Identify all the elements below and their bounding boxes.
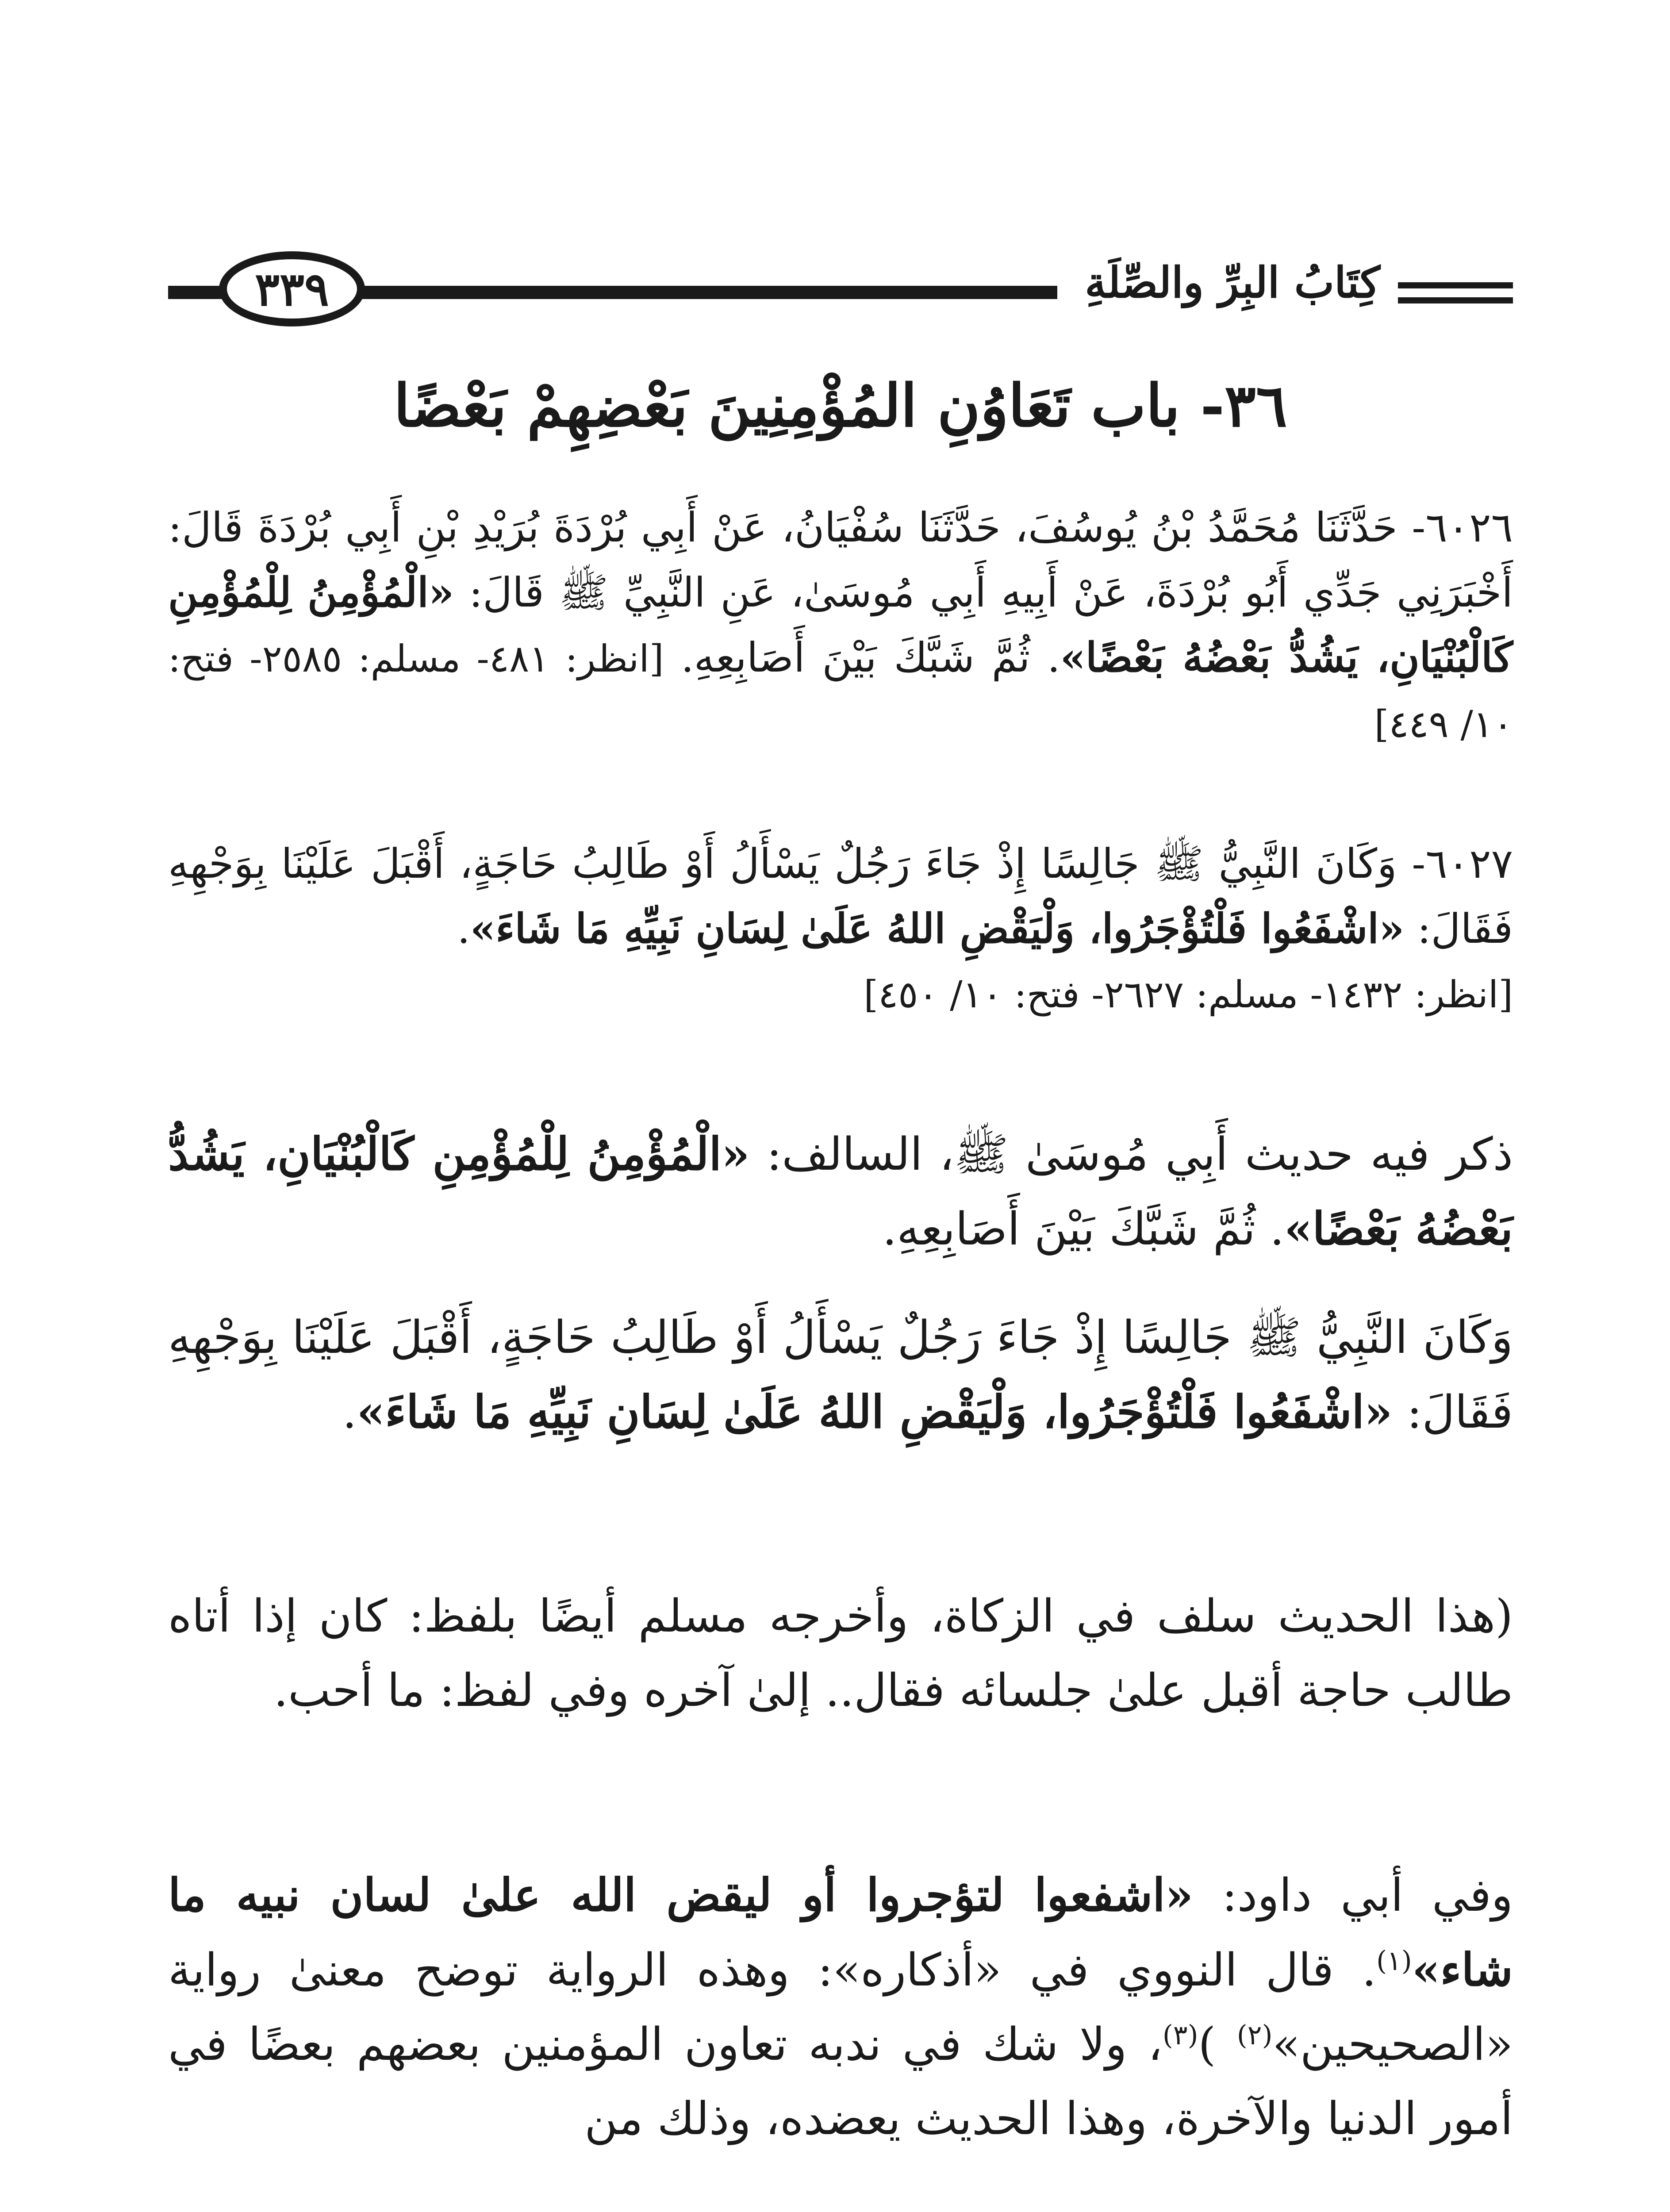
book-title: كِتَابُ البِرِّ والصِّلَةِ <box>1085 257 1380 307</box>
hadith-6027 <box>168 832 1513 1027</box>
commentary-1-quote: «الْمُؤْمِنُ لِلْمُؤْمِنِ كَالْبُنْيَانِ، يَشُدُّ بَعْضُهُ بَعْضًا» <box>168 1128 1513 1256</box>
hadith-6027-quote: «اشْفَعُوا فَلْتُؤْجَرُوا، وَلْيَقْضِ اللهُ عَلَىٰ لِسَانِ نَبِيِّهِ مَا شَاءَ» <box>470 905 1405 952</box>
commentary-1-tail: . ثُمَّ شَبَّكَ بَيْنَ أَصَابِعِهِ. <box>882 1203 1284 1256</box>
page-number: ٣٣٩ <box>255 261 329 316</box>
commentary-paragraph-4 <box>168 1858 1513 2156</box>
page-header <box>168 248 1513 336</box>
header-rule-right-top <box>1398 282 1513 288</box>
hadith-6026-quote: «الْمُؤْمِنُ لِلْمُؤْمِنِ كَالْبُنْيَانِ، يَشُدُّ بَعْضُهُ بَعْضًا» <box>168 568 1513 681</box>
hadith-6027-text: ٦٠٢٧- وَكَانَ النَّبِيُّ ﷺ جَالِسًا إِذْ جَاءَ رَجُلٌ يَسْأَلُ أَوْ طَالِبُ حَاجَةٍ، أَقْبَلَ عَلَيْنَا بِوَجْهِهِ فَقَالَ: <box>168 840 1513 952</box>
hadith-6026-reference: [انظر: ٤٨١- مسلم: ٢٥٨٥- فتح: ١٠/ ٤٤٩] <box>168 637 1513 746</box>
commentary-4-paren: ) <box>1198 2018 1237 2071</box>
footnote-marker-3: (٣) <box>1162 2020 1198 2051</box>
commentary-4-lead: وفي أبي داود: <box>1193 1869 1513 1922</box>
page-number-badge <box>219 251 365 326</box>
commentary-2-quote: «اشْفَعُوا فَلْتُؤْجَرُوا، وَلْيَقْضِ اللهُ عَلَىٰ لِسَانِ نَبِيِّهِ مَا شَاءَ» <box>357 1386 1393 1439</box>
hadith-6027-reference: [انظر: ١٤٣٢- مسلم: ٢٦٢٧- فتح: ١٠/ ٤٥٠] <box>864 973 1513 1016</box>
commentary-2-tail: . <box>342 1386 357 1439</box>
header-rule-right-bottom <box>1398 297 1513 303</box>
chapter-title: ٣٦- باب تَعَاوُنِ المُؤْمِنِينَ بَعْضِهِمْ بَعْضًا <box>394 372 1287 440</box>
commentary-paragraph-1 <box>168 1117 1513 1267</box>
commentary-4-mid: . قال النووي في «أذكاره»: وهذه الرواية توضح معنىٰ رواية «الصحيحين» <box>168 1944 1513 2071</box>
commentary-3-text: (هذا الحديث سلف في الزكاة، وأخرجه مسلم أيضًا بلفظ: كان إذا أتاه طالب حاجة أقبل علىٰ جلسائه فقال.. إلىٰ آخره وفي لفظ: ما أحب. <box>168 1590 1513 1717</box>
hadith-6026-tail: . ثُمَّ شَبَّكَ بَيْنَ أَصَابِعِهِ. <box>664 634 1060 681</box>
hadith-6027-tail: . <box>457 905 470 952</box>
commentary-4-tail: ، ولا شك في ندبه تعاون المؤمنين بعضهم بعضًا في أمور الدنيا والآخرة، وهذا الحديث يعضده، وذلك من <box>168 2018 1513 2145</box>
hadith-6026-text: ٦٠٢٦- حَدَّثَنَا مُحَمَّدُ بْنُ يُوسُفَ، حَدَّثَنَا سُفْيَانُ، عَنْ أَبِي بُرْدَةَ بُرَيْدِ بْنِ أَبِي بُرْدَةَ قَالَ: أَخْبَرَنِي جَدِّي أَبُو بُرْدَةَ، عَنْ أَبِيهِ أَبِي مُوسَىٰ، عَنِ النَّبِيِّ ﷺ قَالَ: <box>168 504 1513 616</box>
commentary-1-text: ذكر فيه حديث أَبِي مُوسَىٰ ﷺ، السالف: <box>749 1128 1513 1181</box>
commentary-2-text: وَكَانَ النَّبِيُّ ﷺ جَالِسًا إِذْ جَاءَ رَجُلٌ يَسْأَلُ أَوْ طَالِبُ حَاجَةٍ، أَقْبَلَ عَلَيْنَا بِوَجْهِهِ فَقَالَ: <box>168 1311 1513 1439</box>
commentary-paragraph-2 <box>168 1301 1513 1450</box>
commentary-4-quote: «اشفعوا لتؤجروا أو ليقض الله علىٰ لسان نبيه ما شاء» <box>168 1869 1513 1997</box>
commentary-paragraph-3 <box>168 1579 1513 1728</box>
footnote-marker-2: (٢) <box>1236 2020 1273 2051</box>
header-rule-middle <box>358 286 1057 299</box>
footnote-marker-1: (١) <box>1376 1945 1412 1977</box>
hadith-6026 <box>168 495 1513 757</box>
